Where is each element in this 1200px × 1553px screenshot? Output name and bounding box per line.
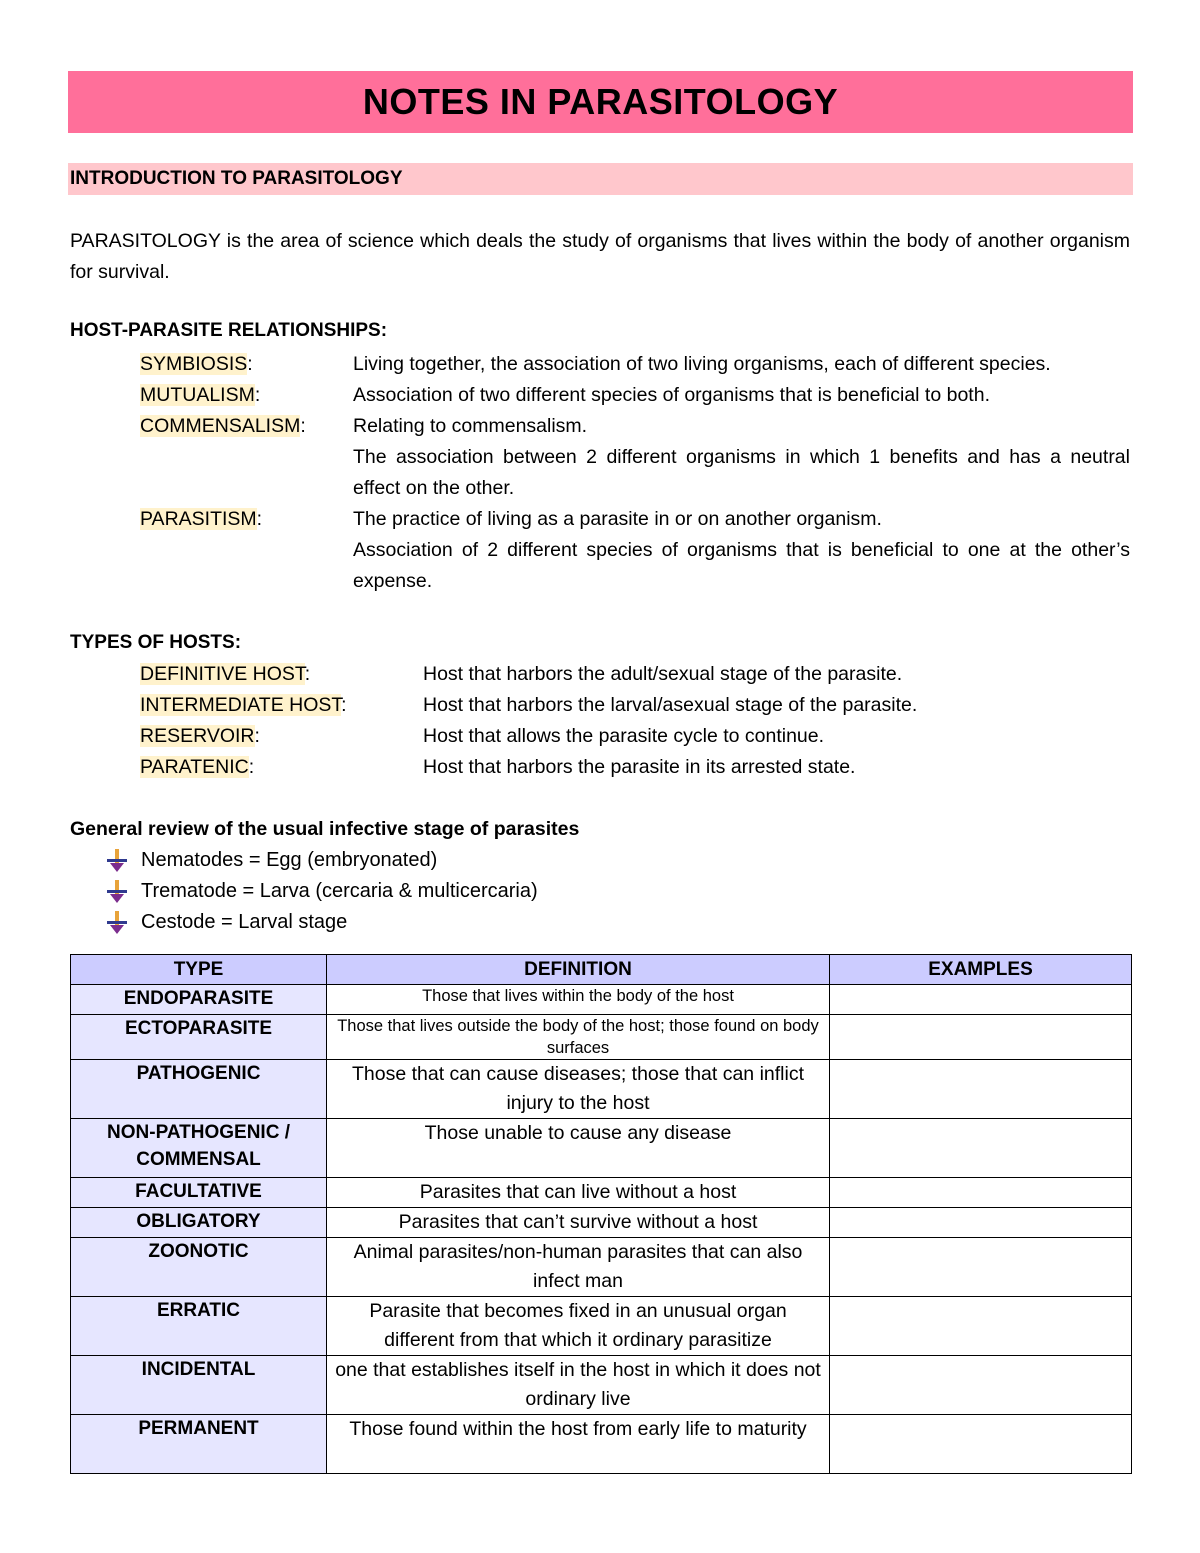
cell-examples [830,1356,1132,1415]
cell-examples [830,1119,1132,1178]
def-paratenic: Host that harbors the parasite in its arrested state. [423,756,856,778]
cell-type: OBLIGATORY [71,1208,327,1238]
hosts-heading: TYPES OF HOSTS: [70,632,242,653]
cell-type: PERMANENT [71,1415,327,1474]
table-row [71,1415,1132,1474]
cell-definition: one that establishes itself in the host in which it does not ordinary live [327,1356,830,1415]
cell-examples [830,1238,1132,1297]
arrow-down-bullet-icon [105,879,129,905]
cell-definition: Those found within the host from early life to maturity [327,1415,830,1474]
cell-type: FACULTATIVE [71,1178,327,1208]
table-row [71,1208,1132,1238]
review-list [105,845,538,938]
cell-definition: Those that lives within the body of the host [327,985,830,1015]
table-row [71,1356,1132,1415]
cell-examples [830,1015,1132,1060]
intro-paragraph: PARASITOLOGY is the area of science which deals the study of organisms that lives within the body of another organism for survival. [70,230,1130,283]
def-commensalism-1: Relating to commensalism. [353,415,588,437]
def-symbiosis: Living together, the association of two living organisms, each of different species. [353,353,1051,375]
cell-type: ECTOPARASITE [71,1015,327,1060]
section-title: INTRODUCTION TO PARASITOLOGY [70,168,403,189]
def-parasitism-2: Association of 2 different species of organisms that is beneficial to one at the other’s expense. [353,539,1130,592]
cell-definition: Parasites that can live without a host [327,1178,830,1208]
table-row [71,1060,1132,1119]
table-row [71,1297,1132,1356]
cell-definition: Parasites that can’t survive without a host [327,1208,830,1238]
list-item: Trematode = Larva (cercaria & multicercaria) [105,876,538,907]
term-parasitism: PARASITISM: [140,508,263,530]
review-heading: General review of the usual infective stage of parasites [70,818,580,840]
title-banner [68,71,1133,133]
def-reservoir: Host that allows the parasite cycle to continue. [423,725,825,747]
section-banner [68,163,1133,195]
term-reservoir: RESERVOIR: [140,725,260,747]
document-title: NOTES IN PARASITOLOGY [362,81,839,122]
def-intermediate-host: Host that harbors the larval/asexual stage of the parasite. [423,694,918,716]
term-mutualism: MUTUALISM: [140,384,261,406]
cell-examples [830,1060,1132,1119]
parasite-types-table [70,954,1132,1474]
term-definitive-host: DEFINITIVE HOST: [140,663,311,685]
table-row [71,1178,1132,1208]
cell-examples [830,1415,1132,1474]
cell-type: ZOONOTIC [71,1238,327,1297]
arrow-down-bullet-icon [105,848,129,874]
cell-definition: Parasite that becomes fixed in an unusual organ different from that which it ordinary parasitize [327,1297,830,1356]
cell-definition: Animal parasites/non-human parasites that can also infect man [327,1238,830,1297]
table-header-row [71,955,1132,985]
cell-examples [830,1297,1132,1356]
cell-examples [830,1178,1132,1208]
table-row [71,1238,1132,1297]
term-symbiosis: SYMBIOSIS: [140,353,253,375]
def-mutualism: Association of two different species of organisms that is beneficial to both. [353,384,990,406]
header-type: TYPE [71,955,327,985]
cell-examples [830,985,1132,1015]
table-row [71,1015,1132,1060]
cell-type: NON-PATHOGENIC / COMMENSAL [71,1119,327,1178]
cell-type: INCIDENTAL [71,1356,327,1415]
term-commensalism: COMMENSALISM: [140,415,306,437]
arrow-down-bullet-icon [105,910,129,936]
list-item: Nematodes = Egg (embryonated) [105,845,538,876]
header-definition: DEFINITION [327,955,830,985]
cell-definition: Those that lives outside the body of the host; those found on body surfaces [327,1015,830,1060]
def-parasitism-1: The practice of living as a parasite in or on another organism. [353,508,882,530]
relationships-heading: HOST-PARASITE RELATIONSHIPS: [70,320,388,341]
table-row [71,985,1132,1015]
term-intermediate-host: INTERMEDIATE HOST: [140,694,347,716]
cell-examples [830,1208,1132,1238]
def-commensalism-2: The association between 2 different organisms in which 1 benefits and has a neutral effect on the other. [353,446,1130,499]
term-paratenic: PARATENIC: [140,756,255,778]
cell-definition: Those unable to cause any disease [327,1119,830,1178]
cell-type: ERRATIC [71,1297,327,1356]
cell-type: PATHOGENIC [71,1060,327,1119]
cell-type: ENDOPARASITE [71,985,327,1015]
def-definitive-host: Host that harbors the adult/sexual stage of the parasite. [423,663,903,685]
list-item: Cestode = Larval stage [105,907,538,938]
cell-definition: Those that can cause diseases; those that can inflict injury to the host [327,1060,830,1119]
header-examples: EXAMPLES [830,955,1132,985]
table-row [71,1119,1132,1178]
